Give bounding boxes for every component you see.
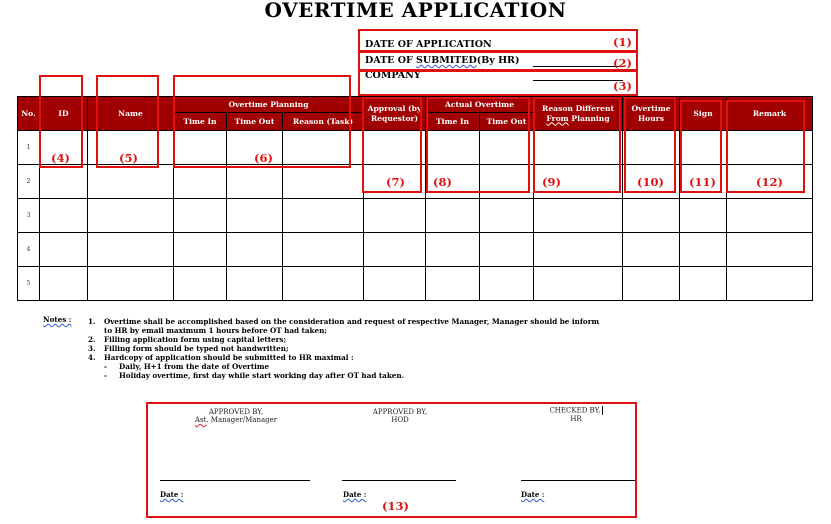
col-header-id: ID <box>40 97 88 131</box>
annotation-label-6: (6) <box>254 151 273 165</box>
note-sub-bullet-2: - <box>104 371 107 380</box>
table-row <box>18 233 813 267</box>
col-header-approval: Approval (by Requestor) <box>364 97 426 131</box>
col-header-sign: Sign <box>680 97 727 131</box>
reason-different-post: Planning <box>568 113 610 123</box>
cell-approval[interactable] <box>364 233 426 267</box>
cell-name[interactable] <box>88 267 174 301</box>
row-number: 3 <box>18 199 40 233</box>
cell-id[interactable] <box>40 267 88 301</box>
signature-block-hr <box>512 406 640 423</box>
reason-different-pre: Reason Different <box>542 104 614 114</box>
col-header-actual-time-out: Time Out <box>480 113 534 131</box>
col-header-remark: Remark <box>727 97 813 131</box>
cell-overtime-hours[interactable] <box>623 199 680 233</box>
signature-title: APPROVED BY, <box>372 408 428 416</box>
row-number: 2 <box>18 165 40 199</box>
date-of-submitted-label-post: (By HR) <box>476 55 520 66</box>
annotation-box-2 <box>358 51 638 71</box>
annotation-box-3 <box>358 70 638 96</box>
date-of-submitted-label-pre: DATE OF <box>365 55 417 66</box>
annotation-label-7: (7) <box>386 175 405 189</box>
cell-reason-task[interactable] <box>283 267 364 301</box>
annotation-label-10: (10) <box>637 175 664 189</box>
col-header-actual-overtime: Actual Overtime <box>426 97 534 113</box>
cell-sign[interactable] <box>680 267 727 301</box>
col-header-time-in: Time In <box>174 113 227 131</box>
date-hr <box>521 490 544 499</box>
cell-approval[interactable] <box>364 267 426 301</box>
cell-time-in[interactable] <box>174 233 227 267</box>
col-header-no: No. <box>18 97 40 131</box>
row-number: 4 <box>18 233 40 267</box>
date-hod <box>343 490 366 499</box>
note-text-2: Filling application form using capital letters; <box>104 335 287 344</box>
note-text-3: Filling form should be typed not handwritten; <box>104 344 289 353</box>
signature-role: HOD <box>391 416 409 424</box>
cell-time-in[interactable] <box>174 267 227 301</box>
signature-role-ast: Ast <box>194 416 207 424</box>
cell-time-out[interactable] <box>227 199 283 233</box>
cell-time-out[interactable] <box>227 233 283 267</box>
cell-actual-time-in[interactable] <box>426 233 480 267</box>
cell-remark[interactable] <box>727 267 813 301</box>
col-header-reason-task: Reason (Task) <box>283 113 364 131</box>
page-title: OVERTIME APPLICATION <box>264 0 567 22</box>
cell-id[interactable] <box>40 199 88 233</box>
cell-approval[interactable] <box>364 199 426 233</box>
signature-line-ast-manager[interactable] <box>160 480 310 481</box>
date-of-application-label: DATE OF APPLICATION <box>365 39 492 50</box>
cell-name[interactable] <box>88 165 174 199</box>
signature-role-text: . Manager/Manager <box>206 416 278 424</box>
date-label: Date : <box>160 490 184 499</box>
annotation-label-3: (3) <box>613 79 632 93</box>
cell-remark[interactable] <box>727 233 813 267</box>
cell-id[interactable] <box>40 165 88 199</box>
table-row <box>18 267 813 301</box>
col-header-actual-time-in: Time In <box>426 113 480 131</box>
cell-actual-time-in[interactable] <box>426 267 480 301</box>
note-sub-text-2: Holiday overtime, first day while start working day after OT had taken. <box>119 371 405 380</box>
notes-label <box>43 316 71 325</box>
cell-name[interactable] <box>88 233 174 267</box>
signature-block-hod <box>334 408 466 424</box>
cell-actual-time-out[interactable] <box>480 233 534 267</box>
cell-overtime-hours[interactable] <box>623 267 680 301</box>
cell-time-in[interactable] <box>174 199 227 233</box>
annotation-label-2: (2) <box>613 56 632 70</box>
annotation-label-12: (12) <box>756 175 783 189</box>
cell-reason-task[interactable] <box>283 199 364 233</box>
col-header-overtime-hours: Overtime Hours <box>623 97 680 131</box>
annotation-label-9: (9) <box>542 175 561 189</box>
cell-time-out[interactable] <box>227 165 283 199</box>
cell-sign[interactable] <box>680 199 727 233</box>
text-cursor <box>602 406 603 415</box>
submited-misspelled: SUBMITED <box>416 55 477 66</box>
cell-reason-different[interactable] <box>534 267 623 301</box>
cell-time-in[interactable] <box>174 165 227 199</box>
cell-sign[interactable] <box>680 233 727 267</box>
signature-line-hod[interactable] <box>342 480 456 481</box>
cell-reason-different[interactable] <box>534 233 623 267</box>
annotation-label-8: (8) <box>433 175 452 189</box>
cell-reason-task[interactable] <box>283 233 364 267</box>
col-header-time-out: Time Out <box>227 113 283 131</box>
cell-reason-task[interactable] <box>283 165 364 199</box>
row-number: 5 <box>18 267 40 301</box>
annotation-label-4: (4) <box>51 151 70 165</box>
note-num-2: 2. <box>88 335 96 344</box>
note-text-1: Overtime shall be accomplished based on the consideration and request of respective Manager, Manager should be inform to HR by email maximum 1 hours before OT had taken; <box>104 317 600 335</box>
annotation-label-13: (13) <box>382 499 409 513</box>
signature-line-hr[interactable] <box>521 480 635 481</box>
signature-block-ast-manager <box>168 408 304 424</box>
note-num-3: 3. <box>88 344 96 353</box>
date-ast-manager <box>160 490 183 499</box>
row-number: 1 <box>18 131 40 165</box>
reason-different-from: From <box>546 113 569 123</box>
col-header-name: Name <box>88 97 174 131</box>
col-header-overtime-planning: Overtime Planning <box>174 97 364 113</box>
annotation-label-5: (5) <box>119 151 138 165</box>
annotation-label-11: (11) <box>689 175 716 189</box>
signature-title-text: CHECKED BY, <box>549 406 601 415</box>
notes-label-text: Notes : <box>43 315 72 324</box>
signature-title: APPROVED BY, <box>208 408 264 416</box>
note-text-4: Hardcopy of application should be submitted to HR maximal : <box>104 353 354 362</box>
note-sub-text-1: Daily, H+1 from the date of Overtime <box>119 362 270 371</box>
date-label: Date : <box>521 490 545 499</box>
cell-id[interactable] <box>40 233 88 267</box>
annotation-label-1: (1) <box>613 35 632 49</box>
cell-overtime-hours[interactable] <box>623 233 680 267</box>
note-sub-bullet-1: - <box>104 362 107 371</box>
cell-name[interactable] <box>88 199 174 233</box>
signature-role: HR <box>570 415 582 423</box>
date-label: Date : <box>343 490 367 499</box>
cell-reason-different[interactable] <box>534 199 623 233</box>
annotation-box-1 <box>358 29 638 52</box>
cell-actual-time-out[interactable] <box>480 199 534 233</box>
cell-remark[interactable] <box>727 199 813 233</box>
cell-actual-time-out[interactable] <box>480 267 534 301</box>
signature-role <box>168 416 304 424</box>
table-row <box>18 199 813 233</box>
signature-title <box>512 406 640 415</box>
cell-actual-time-in[interactable] <box>426 199 480 233</box>
cell-time-out[interactable] <box>227 267 283 301</box>
note-num-4: 4. <box>88 353 96 362</box>
company-label: COMPANY <box>365 70 421 78</box>
note-num-1: 1. <box>88 317 96 326</box>
